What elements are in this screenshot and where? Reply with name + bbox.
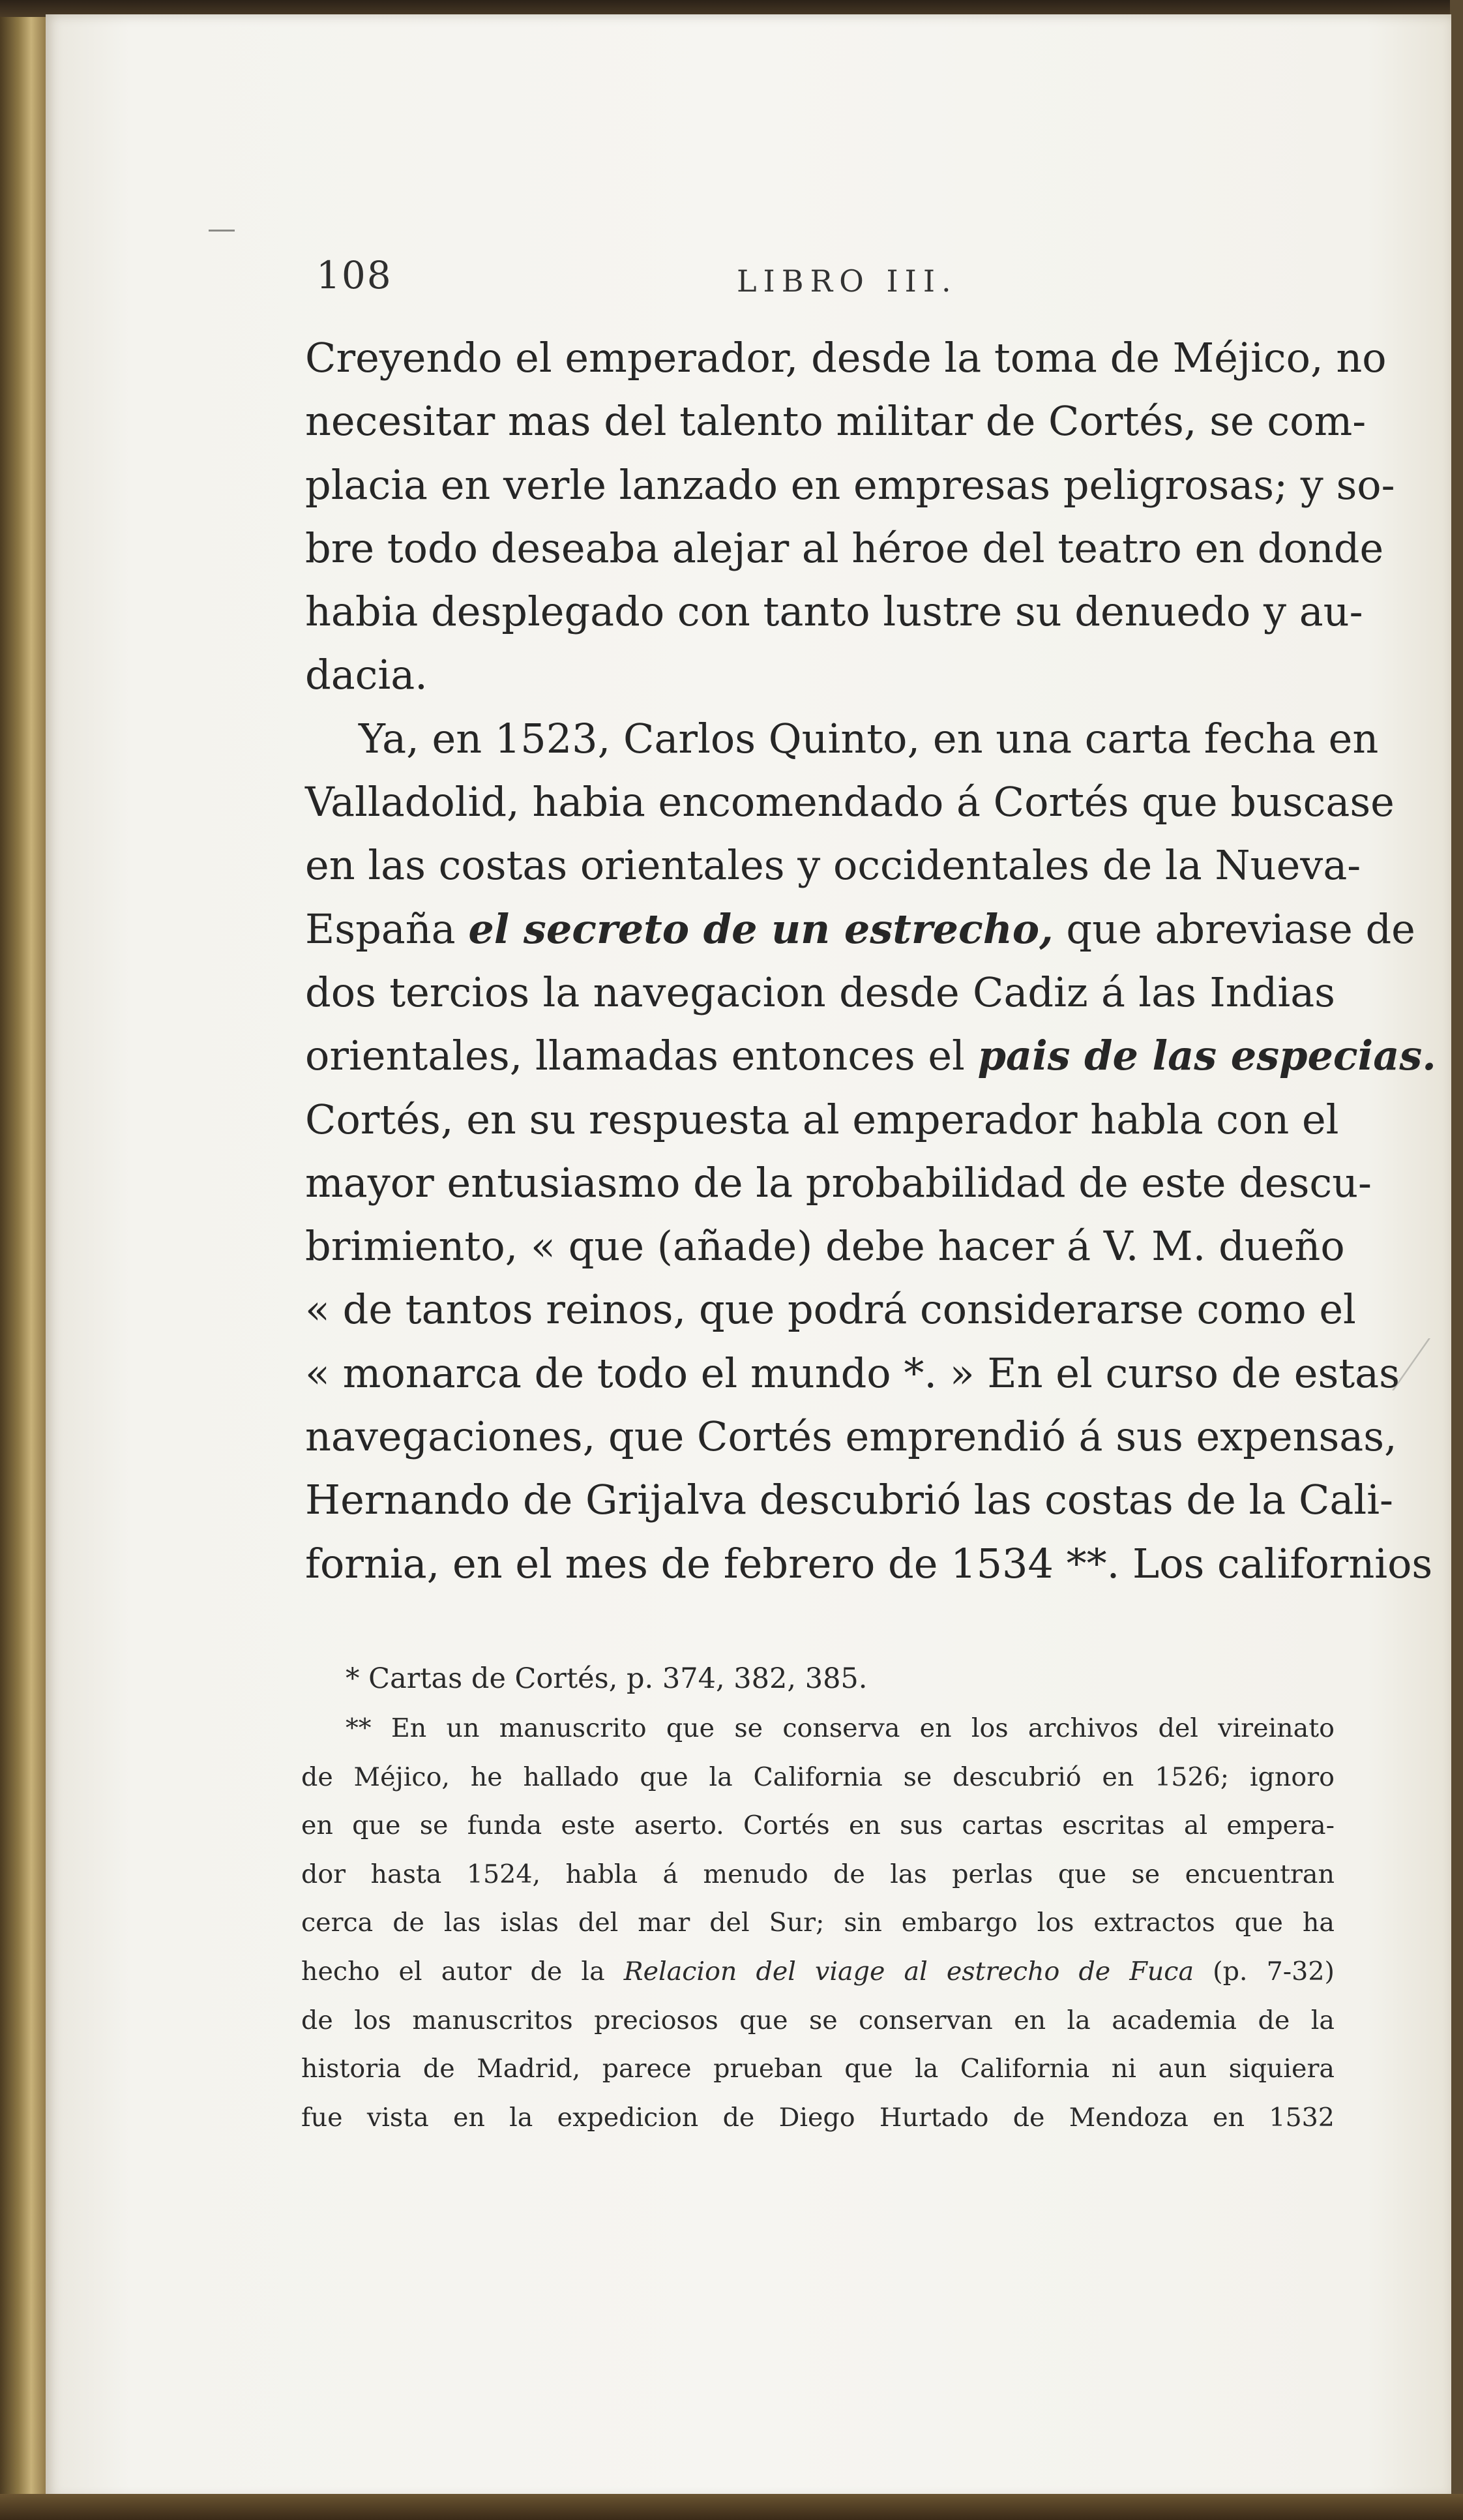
body-line xyxy=(305,1278,1356,1341)
body-line xyxy=(305,1342,1400,1405)
footnote-line xyxy=(301,1753,1335,1802)
body-line xyxy=(305,1468,1393,1531)
footnote-line xyxy=(301,1801,1335,1850)
body-line xyxy=(305,770,1395,833)
footnote-line xyxy=(301,1996,1335,2045)
body-line xyxy=(305,1024,1436,1087)
text-run: fornia, en el mes de febrero de 1534 **. Los californios xyxy=(305,1539,1433,1587)
page-number: 108 xyxy=(316,253,392,297)
text-run: habia desplegado con tanto lustre su denuedo y au- xyxy=(305,588,1363,636)
body-line xyxy=(305,1405,1397,1468)
text-run: dor hasta 1524, habla á menudo de las perlas que se encuentran xyxy=(301,1859,1335,1889)
text-run: mayor entusiasmo de la probabilidad de este descu- xyxy=(305,1158,1372,1207)
book-right-edge xyxy=(1450,0,1463,2520)
body-line xyxy=(305,580,1363,643)
body-line xyxy=(305,643,1335,706)
text-run: en las costas orientales y occidentales de la Nueva- xyxy=(305,841,1361,890)
footnote-line xyxy=(301,1850,1335,1899)
body-line xyxy=(305,517,1384,580)
page-header xyxy=(316,253,1346,325)
text-run: Creyendo el emperador, desde la toma de Méjico, no xyxy=(305,334,1387,382)
running-head: LIBRO III. xyxy=(737,263,958,299)
book-spine xyxy=(0,0,52,2520)
footnote-line xyxy=(301,1898,1335,1947)
body-line xyxy=(305,1088,1339,1151)
body-line xyxy=(305,897,1415,961)
text-run: « de tantos reinos, que podrá considerarse como el xyxy=(305,1285,1356,1334)
footnotes xyxy=(301,1653,1335,2142)
text-run: Ya, en 1523, Carlos Quinto, en una carta fecha en xyxy=(359,714,1379,762)
body-line xyxy=(305,1151,1372,1214)
text-run: de Méjico, he hallado que la California se descubrió en 1526; ignoro xyxy=(301,1762,1335,1792)
text-run: que abreviase de xyxy=(1053,905,1415,953)
body-line xyxy=(305,326,1387,389)
margin-mark xyxy=(209,230,235,232)
body-line xyxy=(305,1214,1345,1278)
body-line xyxy=(305,453,1395,517)
text-run: historia de Madrid, parece prueban que la California ni aun siquiera xyxy=(301,2054,1335,2084)
text-run: España xyxy=(305,905,469,953)
footnote-line xyxy=(301,2093,1335,2142)
text-run: orientales, llamadas entonces el xyxy=(305,1032,978,1080)
footnote-line xyxy=(301,1947,1335,1996)
text-run: Cortés, en su respuesta al emperador habla con el xyxy=(305,1095,1339,1143)
text-run: dacia. xyxy=(305,651,428,699)
emphasis-text: el secreto de un estrecho, xyxy=(468,905,1054,953)
footnote-1: * Cartas de Cortés, p. 374, 382, 385. xyxy=(346,1662,868,1695)
text-run: fue vista en la expedicion de Diego Hurtado de Mendoza en 1532 xyxy=(301,2102,1335,2133)
text-run: en que se funda este aserto. Cortés en sus cartas escritas al empera- xyxy=(301,1810,1335,1841)
text-run: necesitar mas del talento militar de Cortés, se com- xyxy=(305,397,1367,445)
footnote-2 xyxy=(301,1704,1335,2142)
body-line xyxy=(305,961,1335,1024)
text-run: navegaciones, que Cortés emprendió á sus expensas, xyxy=(305,1413,1397,1461)
text-run: dos tercios la navegacion desde Cadiz á las Indias xyxy=(305,968,1335,1016)
text-run: cerca de las islas del mar del Sur; sin embargo los extractos que ha xyxy=(301,1908,1335,1938)
text-run: « monarca de todo el mundo *. » En el curso de estas xyxy=(305,1349,1400,1397)
emphasis-text: pais de las especias. xyxy=(977,1032,1436,1080)
text-run: ** En un manuscrito que se conserva en los archivos del vireinato xyxy=(346,1713,1335,1743)
body-text xyxy=(305,326,1436,1595)
body-line xyxy=(305,833,1361,897)
text-run: bre todo deseaba alejar al héroe del teatro en donde xyxy=(305,524,1384,572)
book-bottom-edge xyxy=(0,2494,1463,2520)
footnote-line xyxy=(301,2045,1335,2093)
emphasis-text: Relacion del viage al estrecho de Fuca xyxy=(623,1956,1194,1987)
text-run: placia en verle lanzado en empresas peligrosas; y so- xyxy=(305,460,1395,509)
text-run: Hernando de Grijalva descubrió las costas de la Cali- xyxy=(305,1476,1393,1524)
text-run: (p. 7-32) xyxy=(1194,1956,1335,1987)
body-line xyxy=(305,389,1367,453)
body-line xyxy=(305,707,1379,770)
text-run: hecho el autor de la xyxy=(301,1956,624,1987)
text-run: de los manuscritos preciosos que se conservan en la academia de la xyxy=(301,2005,1335,2035)
text-run: brimiento, « que (añade) debe hacer á V. M. dueño xyxy=(305,1222,1345,1270)
footnote-line xyxy=(301,1704,1335,1753)
text-run: Valladolid, habia encomendado á Cortés que buscase xyxy=(305,778,1395,826)
body-line xyxy=(305,1532,1433,1595)
